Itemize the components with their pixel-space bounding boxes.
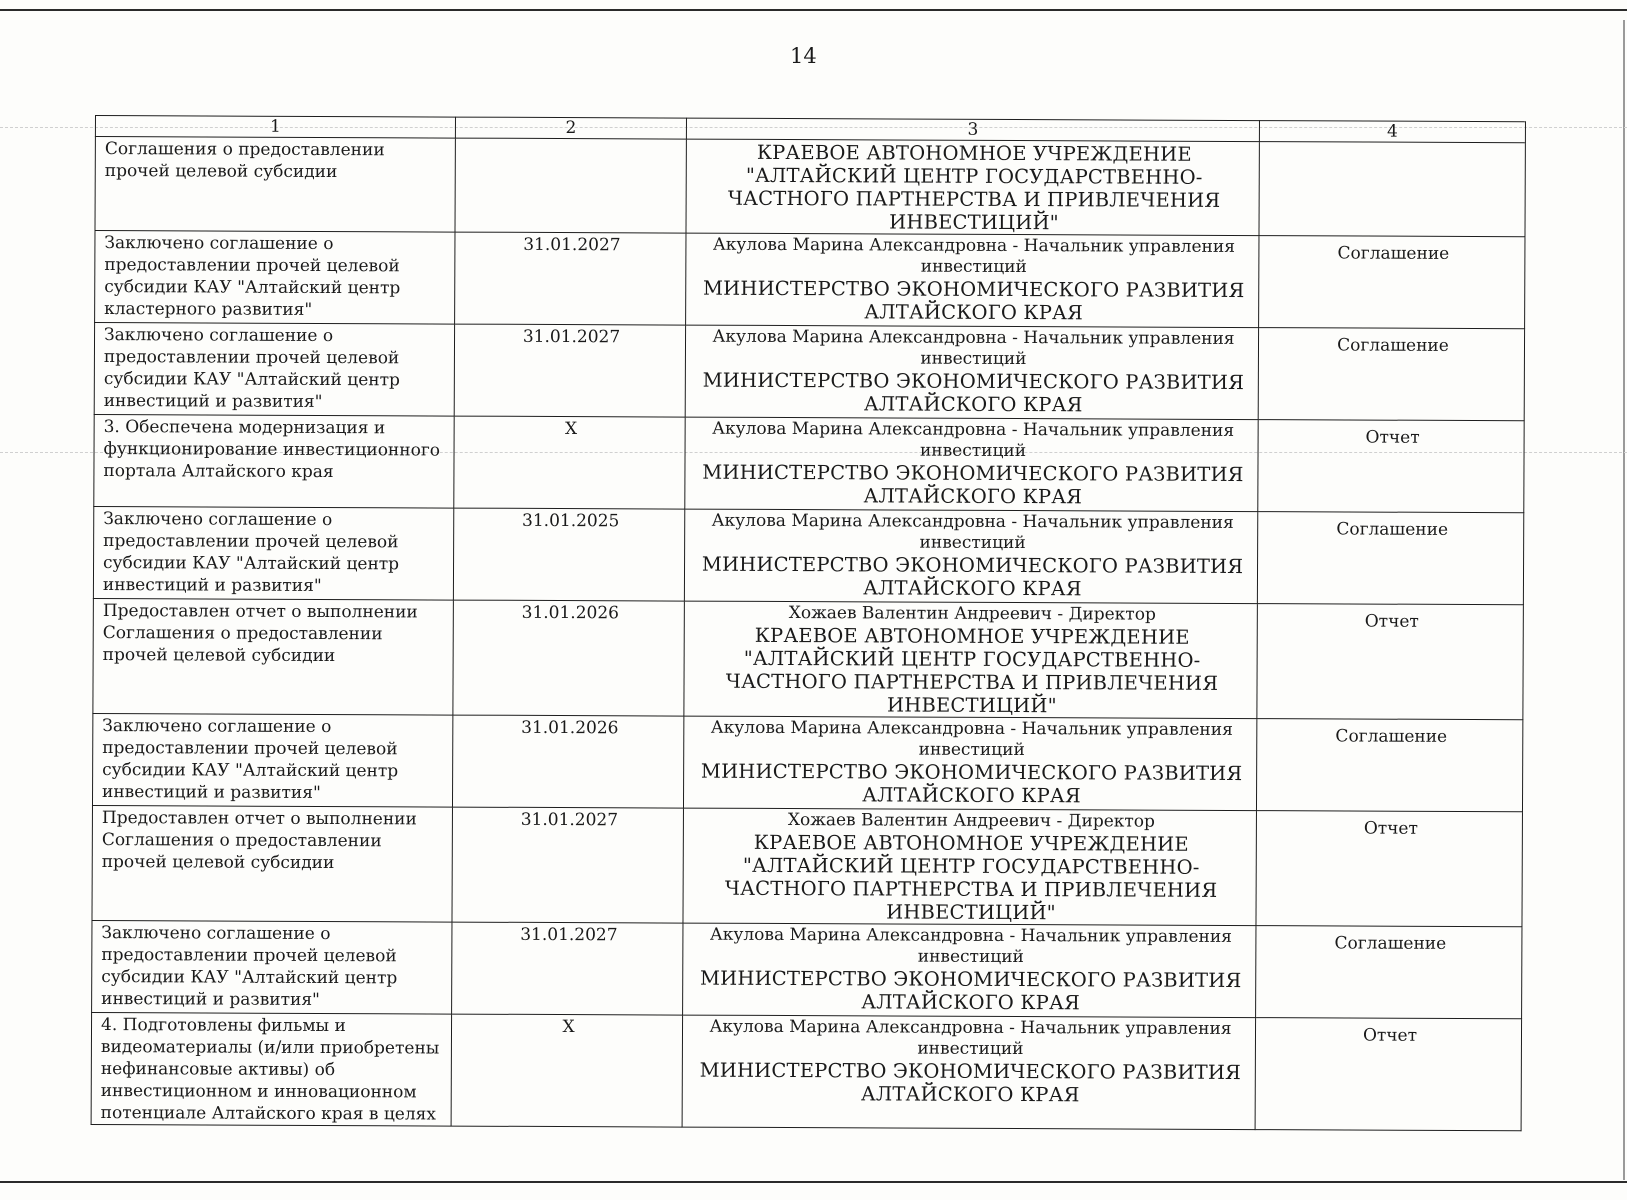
- event-cell: Заключено соглашение о предоставлении прочей целевой субсидии КАУ "Алтайский центр инвестиций и развития": [94, 323, 454, 417]
- event-cell: Заключено соглашение о предоставлении прочей целевой субсидии КАУ "Алтайский центр инвестиций и развития": [92, 713, 452, 807]
- scan-border-top: [0, 9, 1627, 11]
- table-row: [95, 231, 1525, 329]
- responsible-person: Акулова Марина Александровна - Начальник управления инвестиций: [709, 924, 1232, 968]
- responsible-person: Акулова Марина Александровна - Начальник управления инвестиций: [710, 717, 1233, 761]
- responsible-organization: КРАЕВОЕ АВТОНОМНОЕ УЧРЕЖДЕНИЕ "АЛТАЙСКИЙ ЦЕНТР ГОСУДАРСТВЕННО-ЧАСТНОГО ПАРТНЕРСТВА И ПРИВЛЕЧЕНИЯ ИНВЕСТИЦИЙ": [724, 830, 1218, 925]
- responsible-organization: МИНИСТЕРСТВО ЭКОНОМИЧЕСКОГО РАЗВИТИЯ АЛТАЙСКОГО КРАЯ: [702, 460, 1244, 509]
- document-cell: Соглашение: [1256, 719, 1522, 812]
- document-cell: Соглашение: [1259, 236, 1525, 329]
- event-cell: Предоставлен отчет о выполнении Соглашения о предоставлении прочей целевой субсидии: [93, 598, 453, 715]
- responsible-organization: МИНИСТЕРСТВО ЭКОНОМИЧЕСКОГО РАЗВИТИЯ АЛТАЙСКОГО КРАЯ: [699, 966, 1242, 1015]
- column-number-2: 2: [455, 117, 686, 139]
- date-cell: [455, 138, 686, 233]
- table-row: [92, 713, 1522, 811]
- responsible-organization: МИНИСТЕРСТВО ЭКОНОМИЧЕСКОГО РАЗВИТИЯ АЛТАЙСКОГО КРАЯ: [699, 1058, 1242, 1107]
- document-cell: Отчет: [1258, 420, 1524, 513]
- responsible-person: Акулова Марина Александровна - Начальник управления инвестиций: [712, 418, 1235, 462]
- document-cell: [1259, 142, 1525, 237]
- page-number: 14: [790, 44, 817, 68]
- table-row: [92, 805, 1522, 926]
- responsible-cell: [686, 233, 1259, 327]
- plan-table: [91, 115, 1526, 1131]
- responsible-person: Акулова Марина Александровна - Начальник управления инвестиций: [711, 510, 1234, 554]
- event-cell: Заключено соглашение о предоставлении прочей целевой субсидии КАУ "Алтайский центр инвестиций и развития": [93, 506, 453, 600]
- responsible-organization: КРАЕВОЕ АВТОНОМНОЕ УЧРЕЖДЕНИЕ "АЛТАЙСКИЙ ЦЕНТР ГОСУДАРСТВЕННО-ЧАСТНОГО ПАРТНЕРСТВА И ПРИВЛЕЧЕНИЯ ИНВЕСТИЦИЙ": [725, 623, 1219, 718]
- responsible-person: Хожаев Валентин Андреевич - Директор: [787, 810, 1155, 832]
- responsible-cell: [684, 509, 1257, 603]
- responsible-organization: МИНИСТЕРСТВО ЭКОНОМИЧЕСКОГО РАЗВИТИЯ АЛТАЙСКОГО КРАЯ: [702, 276, 1245, 325]
- date-cell: X: [451, 1014, 682, 1127]
- document-cell: Соглашение: [1256, 926, 1522, 1019]
- date-cell: 31.01.2027: [454, 324, 685, 417]
- table-row: [92, 920, 1522, 1018]
- scan-border-bottom: [0, 1181, 1627, 1183]
- responsible-person: Акулова Марина Александровна - Начальник управления инвестиций: [709, 1016, 1232, 1060]
- responsible-cell: [686, 139, 1259, 235]
- responsible-cell: [685, 325, 1258, 419]
- responsible-person: Хожаев Валентин Андреевич - Директор: [788, 603, 1156, 625]
- date-cell: 31.01.2025: [453, 508, 684, 601]
- responsible-cell: [683, 923, 1256, 1017]
- event-cell: Заключено соглашение о предоставлении прочей целевой субсидии КАУ "Алтайский центр кластерного развития": [95, 231, 455, 325]
- document-cell: Отчет: [1255, 1018, 1521, 1131]
- table-row: [91, 1012, 1521, 1130]
- responsible-cell: [684, 601, 1257, 718]
- event-cell: 3. Обеспечена модернизация и функционирование инвестиционного портала Алтайского края: [94, 414, 454, 508]
- table-row: [93, 506, 1523, 604]
- table-row: [95, 137, 1525, 237]
- document-cell: Соглашение: [1258, 328, 1524, 421]
- table-row: [94, 414, 1524, 512]
- table-row: [94, 323, 1524, 421]
- table-row: [93, 598, 1523, 719]
- responsible-cell: [685, 417, 1258, 511]
- document-cell: Соглашение: [1257, 512, 1523, 605]
- event-cell: Заключено соглашение о предоставлении прочей целевой субсидии КАУ "Алтайский центр инвестиций и развития": [92, 920, 452, 1014]
- responsible-person: Акулова Марина Александровна - Начальник управления инвестиций: [712, 234, 1235, 278]
- document-cell: Отчет: [1257, 604, 1523, 720]
- date-cell: 31.01.2027: [455, 232, 686, 325]
- scan-border-right: [1623, 20, 1625, 1180]
- event-cell: 4. Подготовлены фильмы и видеоматериалы (и/или приобретены нефинансовые активы) об инвестиционном и инновационном потенциале Алтайского края в целях: [91, 1012, 451, 1126]
- responsible-person: Акулова Марина Александровна - Начальник управления инвестиций: [712, 326, 1235, 370]
- responsible-organization: МИНИСТЕРСТВО ЭКОНОМИЧЕСКОГО РАЗВИТИЯ АЛТАЙСКОГО КРАЯ: [700, 759, 1243, 808]
- date-cell: 31.01.2026: [453, 600, 684, 716]
- responsible-cell: [682, 1015, 1255, 1129]
- document-cell: Отчет: [1256, 811, 1522, 927]
- date-cell: 31.01.2026: [452, 715, 683, 808]
- column-number-1: 1: [95, 116, 455, 139]
- responsible-cell: [683, 716, 1256, 810]
- date-cell: X: [454, 416, 685, 509]
- responsible-organization: КРАЕВОЕ АВТОНОМНОЕ УЧРЕЖДЕНИЕ "АЛТАЙСКИЙ ЦЕНТР ГОСУДАРСТВЕННО-ЧАСТНОГО ПАРТНЕРСТВА И ПРИВЛЕЧЕНИЯ ИНВЕСТИЦИЙ": [727, 140, 1221, 235]
- date-cell: 31.01.2027: [452, 922, 683, 1015]
- event-cell: Соглашения о предоставлении прочей целевой субсидии: [95, 137, 455, 233]
- column-number-3: 3: [686, 118, 1259, 141]
- event-cell: Предоставлен отчет о выполнении Соглашения о предоставлении прочей целевой субсидии: [92, 805, 452, 922]
- responsible-cell: [683, 808, 1256, 925]
- responsible-organization: МИНИСТЕРСТВО ЭКОНОМИЧЕСКОГО РАЗВИТИЯ АЛТАЙСКОГО КРАЯ: [701, 552, 1244, 601]
- date-cell: 31.01.2027: [452, 807, 683, 923]
- column-number-4: 4: [1259, 121, 1525, 143]
- responsible-organization: МИНИСТЕРСТВО ЭКОНОМИЧЕСКОГО РАЗВИТИЯ АЛТАЙСКОГО КРАЯ: [702, 368, 1245, 417]
